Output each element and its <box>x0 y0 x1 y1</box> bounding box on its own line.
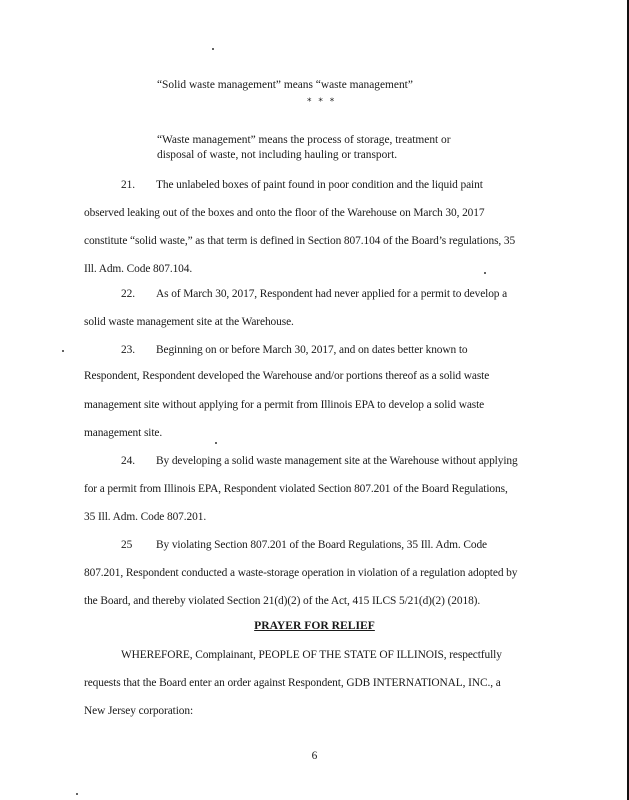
paragraph-25-line1 <box>121 538 591 552</box>
ellipsis-stars: * * * <box>307 97 337 107</box>
paragraph-21-line3: constitute “solid waste,” as that term is defined in Section 807.104 of the Board’s regulations, 35 <box>84 235 516 247</box>
scan-speck <box>215 442 217 444</box>
paragraph-24-line1 <box>121 454 591 468</box>
paragraph-21-number: 21. <box>121 179 135 191</box>
paragraph-22-number: 22. <box>121 288 135 300</box>
quote-waste-management-line1: “Waste management” means the process of storage, treatment or <box>157 134 451 146</box>
paragraph-24-line3: 35 Ill. Adm. Code 807.201. <box>84 511 207 523</box>
scan-speck <box>76 793 78 795</box>
paragraph-24-text: By developing a solid waste management site at the Warehouse without applying <box>156 455 518 467</box>
scan-speck <box>212 48 214 50</box>
paragraph-25-line2: 807.201, Respondent conducted a waste-storage operation in violation of a regulation adopted by <box>84 567 518 579</box>
paragraph-23-number: 23. <box>121 344 135 356</box>
prayer-line2: requests that the Board enter an order against Respondent, GDB INTERNATIONAL, INC., a <box>84 677 501 689</box>
prayer-for-relief-heading: PRAYER FOR RELIEF <box>254 619 375 632</box>
paragraph-23-line1 <box>121 343 591 357</box>
paragraph-23-line3: management site without applying for a permit from Illinois EPA to develop a solid waste <box>84 399 485 411</box>
paragraph-22-line2: solid waste management site at the Warehouse. <box>84 316 294 328</box>
quote-solid-waste-management: “Solid waste management” means “waste management” <box>157 79 413 91</box>
paragraph-23-text: Beginning on or before March 30, 2017, and on dates better known to <box>156 344 468 356</box>
paragraph-25-number: 25 <box>121 539 133 551</box>
paragraph-22-text: As of March 30, 2017, Respondent had never applied for a permit to develop a <box>156 288 508 300</box>
prayer-line3: New Jersey corporation: <box>84 705 194 717</box>
prayer-line1: WHEREFORE, Complainant, PEOPLE OF THE STATE OF ILLINOIS, respectfully <box>121 649 502 661</box>
paragraph-21-line2: observed leaking out of the boxes and onto the floor of the Warehouse on March 30, 2017 <box>84 207 485 219</box>
paragraph-21-line1 <box>121 178 591 192</box>
paragraph-21-text: The unlabeled boxes of paint found in poor condition and the liquid paint <box>156 179 483 191</box>
paragraph-24-number: 24. <box>121 455 135 467</box>
paragraph-24-line2: for a permit from Illinois EPA, Respondent violated Section 807.201 of the Board Regulations, <box>84 483 508 495</box>
paragraph-25-line3: the Board, and thereby violated Section 21(d)(2) of the Act, 415 ILCS 5/21(d)(2) (2018). <box>84 595 481 607</box>
page-number: 6 <box>311 750 318 762</box>
paragraph-25-text: By violating Section 807.201 of the Board Regulations, 35 Ill. Adm. Code <box>156 539 488 551</box>
paragraph-23-line2: Respondent, Respondent developed the Warehouse and/or portions thereof as a solid waste <box>84 370 490 382</box>
quote-waste-management-line2: disposal of waste, not including hauling or transport. <box>157 149 398 161</box>
paragraph-22-line1 <box>121 287 591 301</box>
paragraph-21-line4: Ill. Adm. Code 807.104. <box>84 263 193 275</box>
scan-speck <box>62 350 64 352</box>
paragraph-23-line4: management site. <box>84 427 163 439</box>
